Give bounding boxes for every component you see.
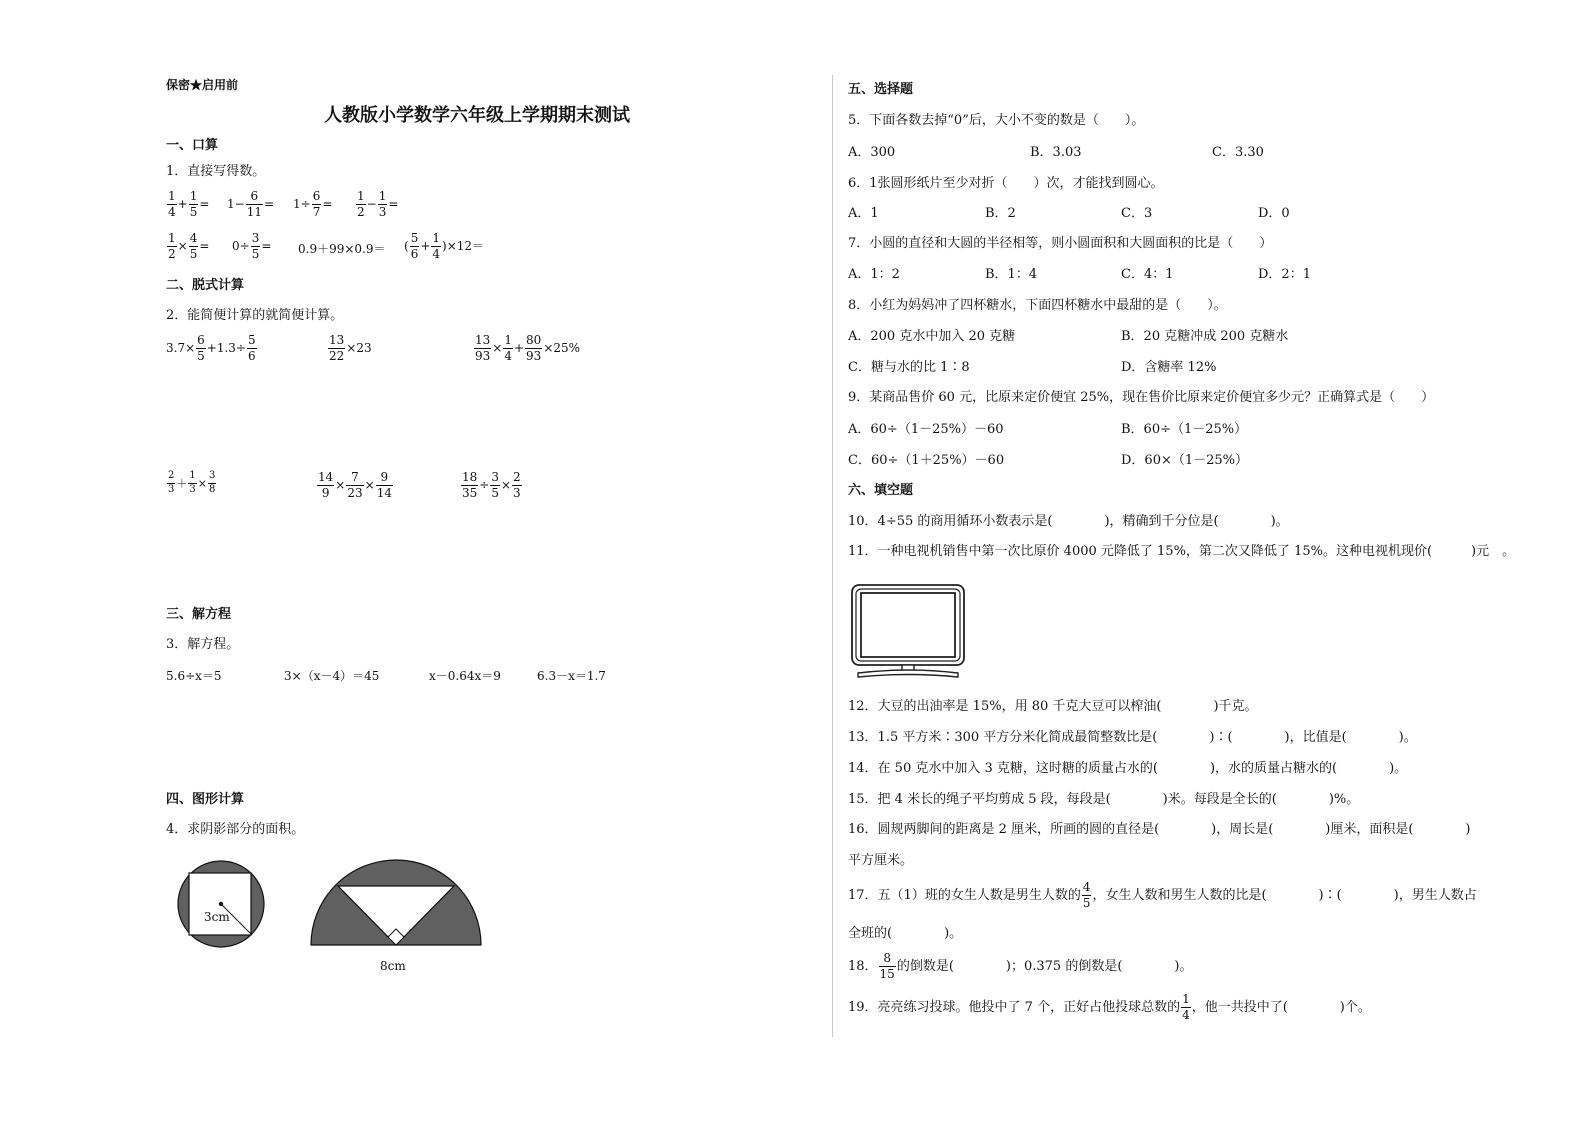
semicircle-triangle-figure (308, 856, 486, 978)
question-6-text: 6．1张圆形纸片至少对折（ ）次，才能找到圆心。 (848, 176, 1164, 191)
question-4-text: 4．求阴影部分的面积。 (166, 822, 305, 837)
oral-expr-5: $\frac{1}{2}$ × $\frac{4}{5}$ = (168, 231, 210, 261)
figure-1-label: 3cm (204, 910, 230, 924)
fraction: $\frac{5}{6}$ (247, 333, 256, 363)
fraction: $\frac{1}{4}$ (168, 189, 176, 219)
fraction: $\frac{3}{8}$ (208, 470, 216, 495)
question-9-text: 9．某商品售价 60 元，比原来定价便宜 25%，现在售价比原来定价便宜多少元？正确算式是（ ） (848, 390, 1435, 405)
fraction: $\frac{1}{3}$ (378, 189, 387, 219)
section-2-title: 二、脱式计算 (166, 278, 245, 293)
question-10-text: 10．4÷55 的商用循环小数表示是( )，精确到千分位是( )。 (848, 514, 1289, 529)
q8-option-b: B．20 克糖冲成 200 克糖水 (1121, 329, 1289, 344)
q5-option-c: C．3.30 (1212, 145, 1264, 160)
calc-expr-3: $\frac{13}{93}$ × $\frac{1}{4}$ + $\frac{80}{93}$ ×25% (475, 333, 581, 363)
fraction: $\frac{6}{11}$ (246, 189, 262, 219)
question-11-text: 11．一种电视机销售中第一次比原价 4000 元降低了 15%，第二次又降低了 15%。这种电视机现价( )元 。 (848, 544, 1516, 559)
q7-option-a: A．1：2 (848, 267, 900, 282)
fraction: $\frac{80}{93}$ (526, 333, 542, 363)
calc-expr-4: $\frac{2}{3}$ ＋ $\frac{1}{3}$ × $\frac{3}{8}$ (168, 470, 216, 495)
fraction: $\frac{1}{4}$ (1182, 992, 1190, 1022)
q6-option-a: A．1 (848, 206, 879, 221)
confidential-label: 保密★启用前 (166, 78, 239, 92)
q9-option-b: B．60÷（1－25%） (1121, 422, 1248, 437)
oral-expr-2: 1− $\frac{6}{11}$ = (227, 189, 275, 219)
question-1-text: 1．直接写得数。 (166, 164, 266, 179)
fraction: $\frac{13}{93}$ (475, 333, 491, 363)
q7-option-b: B．1：4 (985, 267, 1038, 282)
q8-option-d: D．含糖率 12% (1121, 360, 1217, 375)
q5-option-b: B．3.03 (1030, 145, 1082, 160)
q9-option-a: A．60÷（1－25%）－60 (848, 422, 1004, 437)
q8-option-c: C．糖与水的比 1∶8 (848, 360, 970, 375)
fraction: $\frac{4}{5}$ (189, 231, 198, 261)
fraction: $\frac{2}{3}$ (513, 470, 521, 500)
equation-1: 5.6÷x＝5 (166, 669, 222, 683)
fraction: $\frac{8}{15}$ (879, 951, 895, 981)
q6-option-d: D．0 (1258, 206, 1290, 221)
q7-option-c: C．4：1 (1121, 267, 1174, 282)
equation-4: 6.3－x＝1.7 (537, 669, 606, 683)
question-14-text: 14．在 50 克水中加入 3 克糖，这时糖的质量占水的( )，水的质量占糖水的( )。 (848, 761, 1408, 776)
question-15-text: 15．把 4 米长的绳子平均剪成 5 段，每段是( )米。每段是全长的( )%。 (848, 792, 1360, 807)
q9-option-d: D．60×（1－25%） (1121, 453, 1249, 468)
question-7-text: 7．小圆的直径和大圆的半径相等，则小圆面积和大圆面积的比是（ ） (848, 236, 1273, 251)
question-19-text: 19．亮亮练习投球。他投中了 7 个，正好占他投球总数的 $\frac{1}{4}$ ，他一共投中了( )个。 (848, 992, 1371, 1022)
section-4-title: 四、图形计算 (166, 792, 245, 807)
oral-expr-1: $\frac{1}{4}$ + $\frac{1}{5}$ = (168, 189, 210, 219)
fraction: $\frac{9}{14}$ (376, 470, 392, 500)
fraction: $\frac{3}{5}$ (251, 231, 260, 261)
figure-2-label: 8cm (380, 959, 406, 973)
question-3-text: 3．解方程。 (166, 637, 240, 652)
column-divider (832, 75, 833, 1037)
q6-option-c: C．3 (1121, 206, 1153, 221)
oral-expr-4: $\frac{1}{2}$ − $\frac{1}{3}$ = (357, 189, 399, 219)
oral-expr-6: 0÷ $\frac{3}{5}$ = (232, 231, 272, 261)
question-17-text: 17．五（1）班的女生人数是男生人数的 $\frac{4}{5}$ ，女生人数和男生人数的比是( )∶( )，男生人数占 (848, 880, 1477, 910)
calc-expr-2: $\frac{13}{22}$ ×23 (329, 333, 372, 363)
calc-expr-5: $\frac{14}{9}$ × $\frac{7}{23}$ × $\frac{9}{14}$ (318, 470, 392, 500)
q8-option-a: A．200 克水中加入 20 克糖 (848, 329, 1016, 344)
question-5-text: 5．下面各数去掉“0”后，大小不变的数是（ ）。 (848, 113, 1145, 128)
oral-expr-3: 1÷ $\frac{6}{7}$ = (293, 189, 333, 219)
fraction: $\frac{1}{2}$ (168, 231, 176, 261)
circle-square-figure (174, 858, 268, 952)
question-13-text: 13．1.5 平方米∶300 平方分米化简成最简整数比是( )∶( )，比值是( )。 (848, 730, 1417, 745)
section-3-title: 三、解方程 (166, 607, 232, 622)
fraction: $\frac{1}{3}$ (189, 470, 196, 495)
section-5-title: 五、选择题 (848, 82, 914, 97)
q5-option-a: A．300 (848, 145, 896, 160)
fraction: $\frac{4}{5}$ (1082, 880, 1091, 910)
question-16-continuation: 平方厘米。 (848, 853, 914, 868)
q7-option-d: D．2：1 (1258, 267, 1311, 282)
fraction: $\frac{1}{4}$ (504, 333, 512, 363)
question-2-text: 2．能简便计算的就简便计算。 (166, 308, 344, 323)
fraction: $\frac{6}{7}$ (312, 189, 321, 219)
question-12-text: 12．大豆的出油率是 15%，用 80 千克大豆可以榨油( )千克。 (848, 699, 1258, 714)
fraction: $\frac{13}{22}$ (329, 333, 345, 363)
question-16-text: 16．圆规两脚间的距离是 2 厘米，所画的圆的直径是( )，周长是( )厘米，面积是( ) (848, 822, 1471, 837)
equation-2: 3×（x－4）＝45 (284, 669, 380, 683)
fraction: $\frac{14}{9}$ (318, 470, 334, 500)
calc-expr-6: $\frac{18}{35}$ ÷ $\frac{3}{5}$ × $\frac{2}{3}$ (462, 470, 521, 500)
question-17-continuation: 全班的( )。 (848, 926, 963, 941)
oral-expr-8: ( $\frac{5}{6}$ + $\frac{1}{4}$ )×12＝ (404, 231, 485, 261)
fraction: $\frac{5}{6}$ (410, 231, 419, 261)
fraction: $\frac{1}{4}$ (432, 231, 441, 261)
page-title: 人教版小学数学六年级上学期期末测试 (324, 105, 630, 126)
question-18-text: 18． $\frac{8}{15}$ 的倒数是( )；0.375 的倒数是( )。 (848, 951, 1193, 981)
section-6-title: 六、填空题 (848, 483, 914, 498)
fraction: $\frac{1}{5}$ (189, 189, 198, 219)
equation-3: x－0.64x＝9 (429, 669, 501, 683)
tv-monitor-figure (850, 583, 966, 683)
fraction: $\frac{7}{23}$ (347, 470, 363, 500)
oral-expr-7: 0.9＋99×0.9＝ (298, 242, 386, 256)
question-8-text: 8．小红为妈妈冲了四杯糖水，下面四杯糖水中最甜的是（ ）。 (848, 298, 1227, 313)
fraction: $\frac{3}{5}$ (491, 470, 499, 500)
fraction: $\frac{2}{3}$ (168, 470, 175, 495)
fraction: $\frac{18}{35}$ (462, 470, 478, 500)
calc-expr-1: 3.7× $\frac{6}{5}$ +1.3÷ $\frac{5}{6}$ (166, 333, 256, 363)
fraction: $\frac{6}{5}$ (197, 333, 205, 363)
fraction: $\frac{1}{2}$ (357, 189, 365, 219)
q6-option-b: B．2 (985, 206, 1016, 221)
q9-option-c: C．60÷（1＋25%）－60 (848, 453, 1005, 468)
section-1-title: 一、口算 (166, 138, 219, 153)
